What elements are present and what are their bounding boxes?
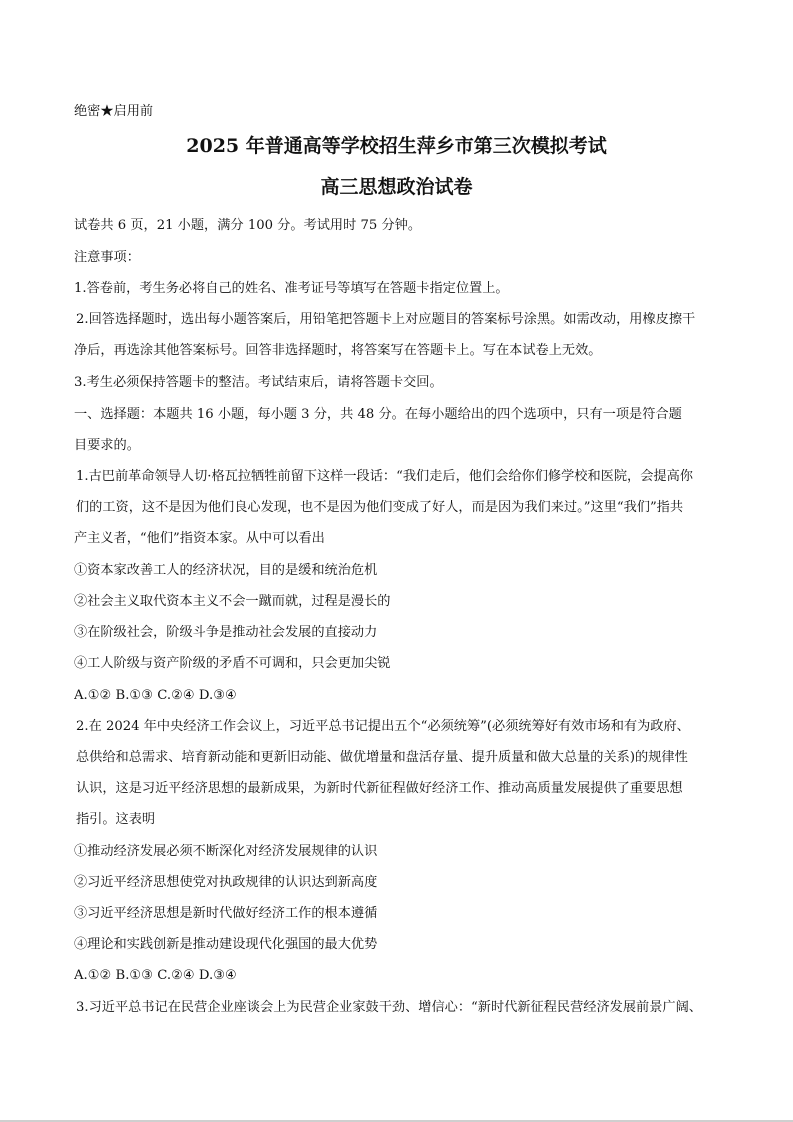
question-2-option: ②习近平经济思想使党对执政规律的认识达到新高度	[74, 875, 378, 890]
section-heading-cont: 目要求的。	[74, 438, 140, 453]
question-1-option: ③在阶级社会，阶级斗争是推动社会发展的直接动力	[74, 625, 378, 640]
question-1-option: ④工人阶级与资产阶级的矛盾不可调和，只会更加尖锐	[74, 656, 391, 671]
secret-mark: 绝密★启用前	[74, 104, 154, 119]
question-3-stem: 3.习近平总书记在民营企业座谈会上为民营企业家鼓干劲、增信心：“新时代新征程民营经济发展前景广阔、	[76, 1000, 702, 1015]
question-1-stem: 1.古巴前革命领导人切·格瓦拉牺牲前留下这样一段话：“我们走后，他们会给你们修学校和医院，会提高你	[76, 469, 693, 484]
notice-item: 2.回答选择题时，选出每小题答案后，用铅笔把答题卡上对应题目的答案标号涂黑。如需改动，用橡皮擦干	[76, 312, 696, 327]
question-2-stem: 指引。这表明	[76, 812, 156, 827]
notice-item: 1.答卷前，考生务必将自己的姓名、准考证号等填写在答题卡指定位置上。	[74, 281, 509, 296]
question-2-option: ①推动经济发展必须不断深化对经济发展规律的认识	[74, 844, 378, 859]
page-subtitle: 高三思想政治试卷	[320, 176, 473, 198]
question-2-option: ③习近平经济思想是新时代做好经济工作的根本遵循	[74, 906, 378, 921]
exam-intro: 试卷共 6 页，21 小题，满分 100 分。考试用时 75 分钟。	[74, 218, 422, 233]
notice-item: 3.考生必须保持答题卡的整洁。考试结束后，请将答题卡交回。	[74, 375, 443, 390]
question-2-stem: 认识，这是习近平经济思想的最新成果，为新时代新征程做好经济工作、推动高质量发展提供了重要思想	[76, 781, 683, 796]
section-heading: 一、选择题：本题共 16 小题，每小题 3 分，共 48 分。在每小题给出的四个选项中，只有一项是符合题	[74, 407, 682, 422]
question-1-option: ①资本家改善工人的经济状况，目的是缓和统治危机	[74, 563, 378, 578]
question-1-stem: 们的工资，这不是因为他们良心发现，也不是因为他们变成了好人，而是因为我们来过。”这里“我们”指共	[76, 500, 684, 515]
question-2-stem: 2.在 2024 年中央经济工作会议上，习近平总书记提出五个“必须统筹”(必须统筹好有效市场和有为政府、	[76, 719, 690, 734]
notice-heading: 注意事项：	[74, 250, 140, 265]
question-2-option: ④理论和实践创新是推动建设现代化强国的最大优势	[74, 937, 378, 952]
notice-item: 净后，再选涂其他答案标号。回答非选择题时，将答案写在答题卡上。写在本试卷上无效。	[74, 343, 602, 358]
question-2-choices: A.①② B.①③ C.②④ D.③④	[74, 968, 237, 983]
question-1-option: ②社会主义取代资本主义不会一蹴而就，过程是漫长的	[74, 594, 391, 609]
page-title: 2025 年普通高等学校招生萍乡市第三次模拟考试	[186, 135, 607, 157]
question-1-choices: A.①② B.①③ C.②④ D.③④	[74, 688, 237, 703]
question-2-stem: 总供给和总需求、培育新动能和更新旧动能、做优增量和盘活存量、提升质量和做大总量的关系)的规律性	[76, 750, 688, 765]
question-1-stem: 产主义者，“他们”指资本家。从中可以看出	[74, 531, 325, 546]
